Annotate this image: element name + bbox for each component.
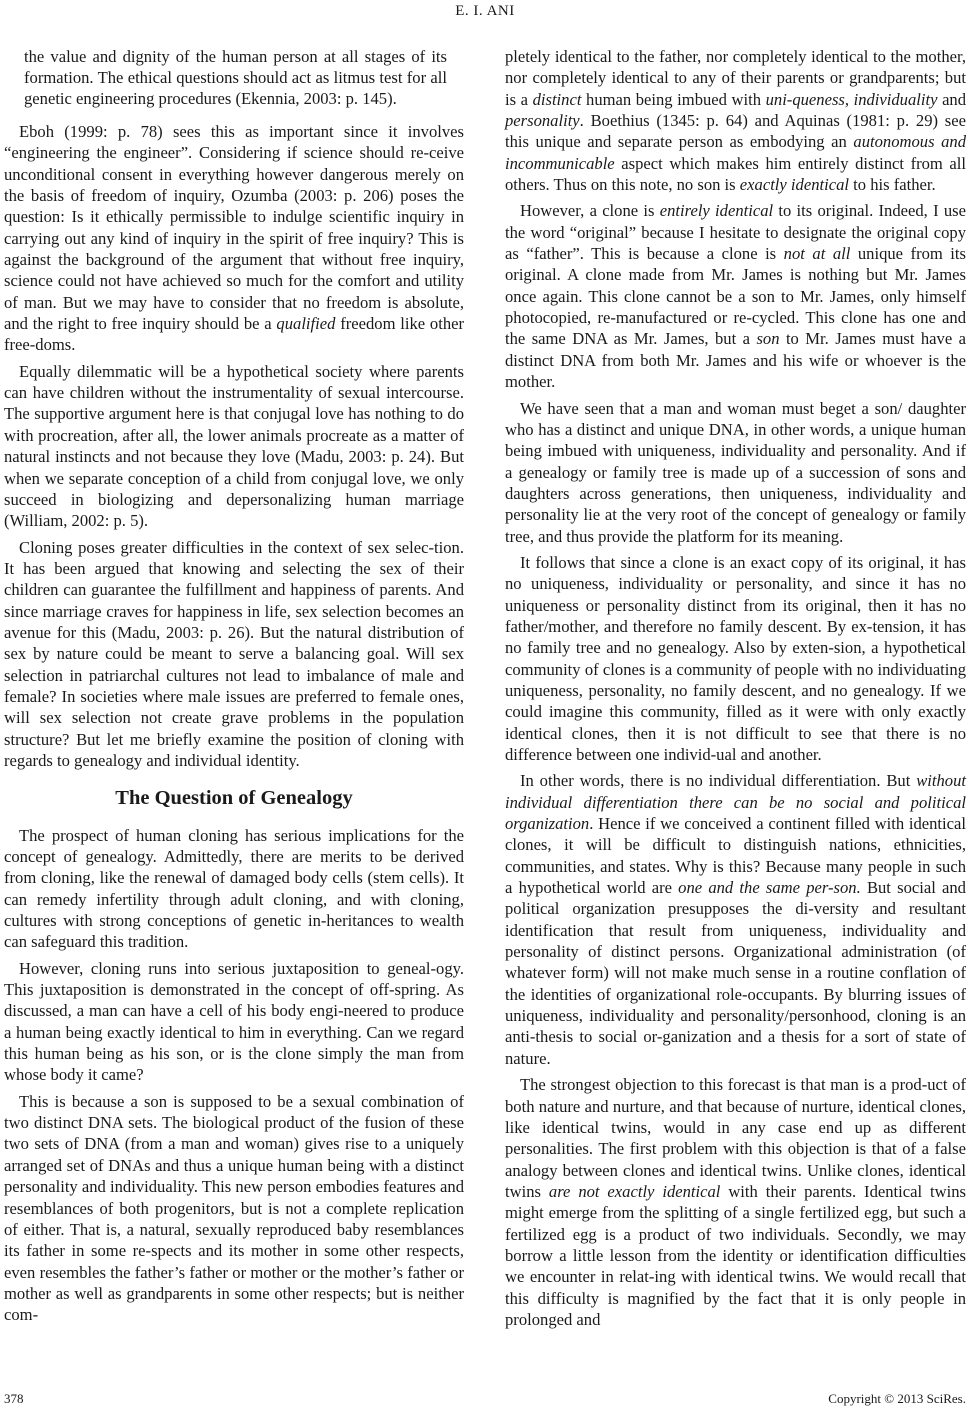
page-footer [0,1391,970,1411]
left-column [4,46,464,1331]
paragraph: Eboh (1999: p. 78) sees this as important since it involves “engineering the engineer”. Considering if science should re-ceive unconditional consent in everything however dangerous merely on the basis of freedom of inquiry, Ozumba (2003: p. 206) poses the question: Is it ethically permissible to indulge scientific inquiry in carrying out any kind of inquiry in the spirit of free inquiry? This is against the background of the argument that without free inquiry, science could not have achieved so much for the comfort and utility of man. But we may have to consider that no freedom is absolute, and the right to free inquiry should be a qualified freedom like other free-doms. [4,122,465,355]
section-heading: The Question of Genealogy [115,787,353,810]
paragraph: pletely identical to the father, nor completely identical to the mother, nor completely identical to any of their parents or grandparents; but is a distinct human being imbued with uni-queness, individuality and personality. Boethius (1345: p. 64) and Aquinas (1981: p. 29) see this unique and separate person as embodying an autonomous and incommunicable aspect which makes him entirely distinct from all others. Thus on this note, no son is exactly identical to his father. [505,47,967,195]
paragraph: This is because a son is supposed to be a sexual combination of two distinct DNA sets. The biological product of the fusion of these two sets of DNA (from a man and woman) gives rise to a uniquely arranged set of DNAs and thus a unique human being with a distinct personality and individuality. This new person embodies features and resemblances of both progenitors, but is not a complete replication of either. That is, a natural, sexually reproduced baby resemblances its father in some re-spects and its mother in some other respects, even resembles the father’s father or mother or the mother’s father or mother as well as grandparents in some other respects; but is neither com- [4,1091,464,1325]
paragraph: In other words, there is no individual differentiation. But without individual differentiation there can be no social and political organization. Hence if we conceived a continent filled with identical clones, it will be difficult to distinguish nations, ethnicities, communities, and states. Why is this? Because many people in such a hypothetical world are one and the same per-son. But social and political organization presupposes the di-versity and resultant identification that result from uniqueness, individuality and personality of distinct persons. Organizational administration (of whatever form) will not make much sense in a routine conflation of the identities of organizational role-occupants. By blurring issues of uniqueness, individuality and personality/personhood, cloning is an anti-thesis to social or-ganization and a thesis for a sort of state of nature. [505,771,966,1068]
block-quote: the value and dignity of the human person at all stages of its formation. The ethical questions should act as litmus test for all genetic engineering procedures (Ekennia, 2003: p. 145). [24,47,447,108]
paragraph: However, a clone is entirely identical to its original. Indeed, I use the word “original” because I hesitate to designate the original copy as “father”. This is because a clone is not at all unique from its original. A clone made from Mr. James is nothing but Mr. James once again. This clone cannot be a son to Mr. James, only himself photocopied, re-manufactured or re-cycled. This clone has one and the same DNA as Mr. James, but a son to Mr. James must have a distinct DNA from both Mr. James and his wife or whoever is the mother. [505,201,967,392]
paragraph: However, cloning runs into serious juxtaposition to geneal-ogy. This juxtaposition is demonstrated in the concept of off-spring. As discussed, a man can have a cell of his body engi-neered to produce a human being exactly identical to him in everything. Can we regard this human being as his son, or is the clone simply the man from whose body it came? [4,958,464,1085]
paragraph: The prospect of human cloning has serious implications for the concept of genealogy. Admittedly, there are merits to be derived from cloning, like the renewal of damaged body cells (stem cells). It can remedy infertility through adult cloning, and with cloning, cultures with strong conceptions of genetic in-heritances to wealth can safeguard this tradition. [4,825,464,952]
running-head: E. I. ANI [455,3,515,19]
paragraph: It follows that since a clone is an exact copy of its original, it has no uniqueness, individuality or personality, and since it has no uniqueness or personality distinct from its original, then it has no father/mother, and therefore no family descent. By ex-tension, it has no family tree and no genealogy. Also by exten-sion, a hypothetical community of clones is a community of people with no individuating uniqueness, personality, no family descent, and no genealogy. If we could imagine this community, filled as it were with only exactly identical clones, then it is not difficult to see that there is no difference between one individ-ual and another. [505,552,966,764]
paragraph: We have seen that a man and woman must beget a son/ daughter who has a distinct and unique DNA, in other words, a unique human being imbued with uniqueness, individuality and personality. And if a genealogy or family tree is made up of a succession of sons and daughters across generations, then uniqueness, individuality and personality lie at the very root of the concept of genealogy or family tree, and thus provide the platform for its meaning. [505,398,966,546]
paragraph: Cloning poses greater difficulties in the context of sex selec-tion. It has been argued that knowing and selecting the sex of their children can guarantee the fulfillment and happiness of parents. And since marriage craves for happiness in life, sex selection becomes an avenue for this (Madu, 2003: p. 26). But the natural distribution of sex by nature could be meant to serve a balancing goal. Will sex selection in patriarchal cultures not lead to imbalance of male and female? In societies where male issues are preferred to female ones, will sex selection not create grave problems in the population structure? But let me briefly examine the position of cloning with regards to genealogy and individual identity. [4,537,464,770]
paragraph: The strongest objection to this forecast is that man is a prod-uct of both nature and nurture, and that because of nurture, identical clones, like identical twins, would in any case end up as different personalities. The first problem with this objection is that of a false analogy between clones and identical twins. Unlike clones, identical twins are not exactly identical with their parents. Identical twins might emerge from the splitting of a single fertilized egg, but such a fertilized egg is a product of two individuals. Secondly, we may borrow a little lesson from the identity or identification difficulties we encounter in relat-ing with identical twins. We would recall that this difficulty is magnified by the fact that it is only people in prolonged and [505,1075,966,1329]
right-column [505,46,966,1335]
copyright-notice: Copyright © 2013 SciRes. [828,1391,966,1406]
paragraph: Equally dilemmatic will be a hypothetical society where parents can have children without the instrumentality of sexual intercourse. The supportive argument here is that conjugal love has nothing to do with procreation, after all, the lower animals procreate as a matter of natural instincts and not because they love (Madu, 2003: p. 24). But when we separate conception of a child from conjugal love, we only succeed in biologizing and depersonalizing human marriage (William, 2002: p. 5). [4,361,464,531]
page-number: 378 [4,1391,24,1406]
